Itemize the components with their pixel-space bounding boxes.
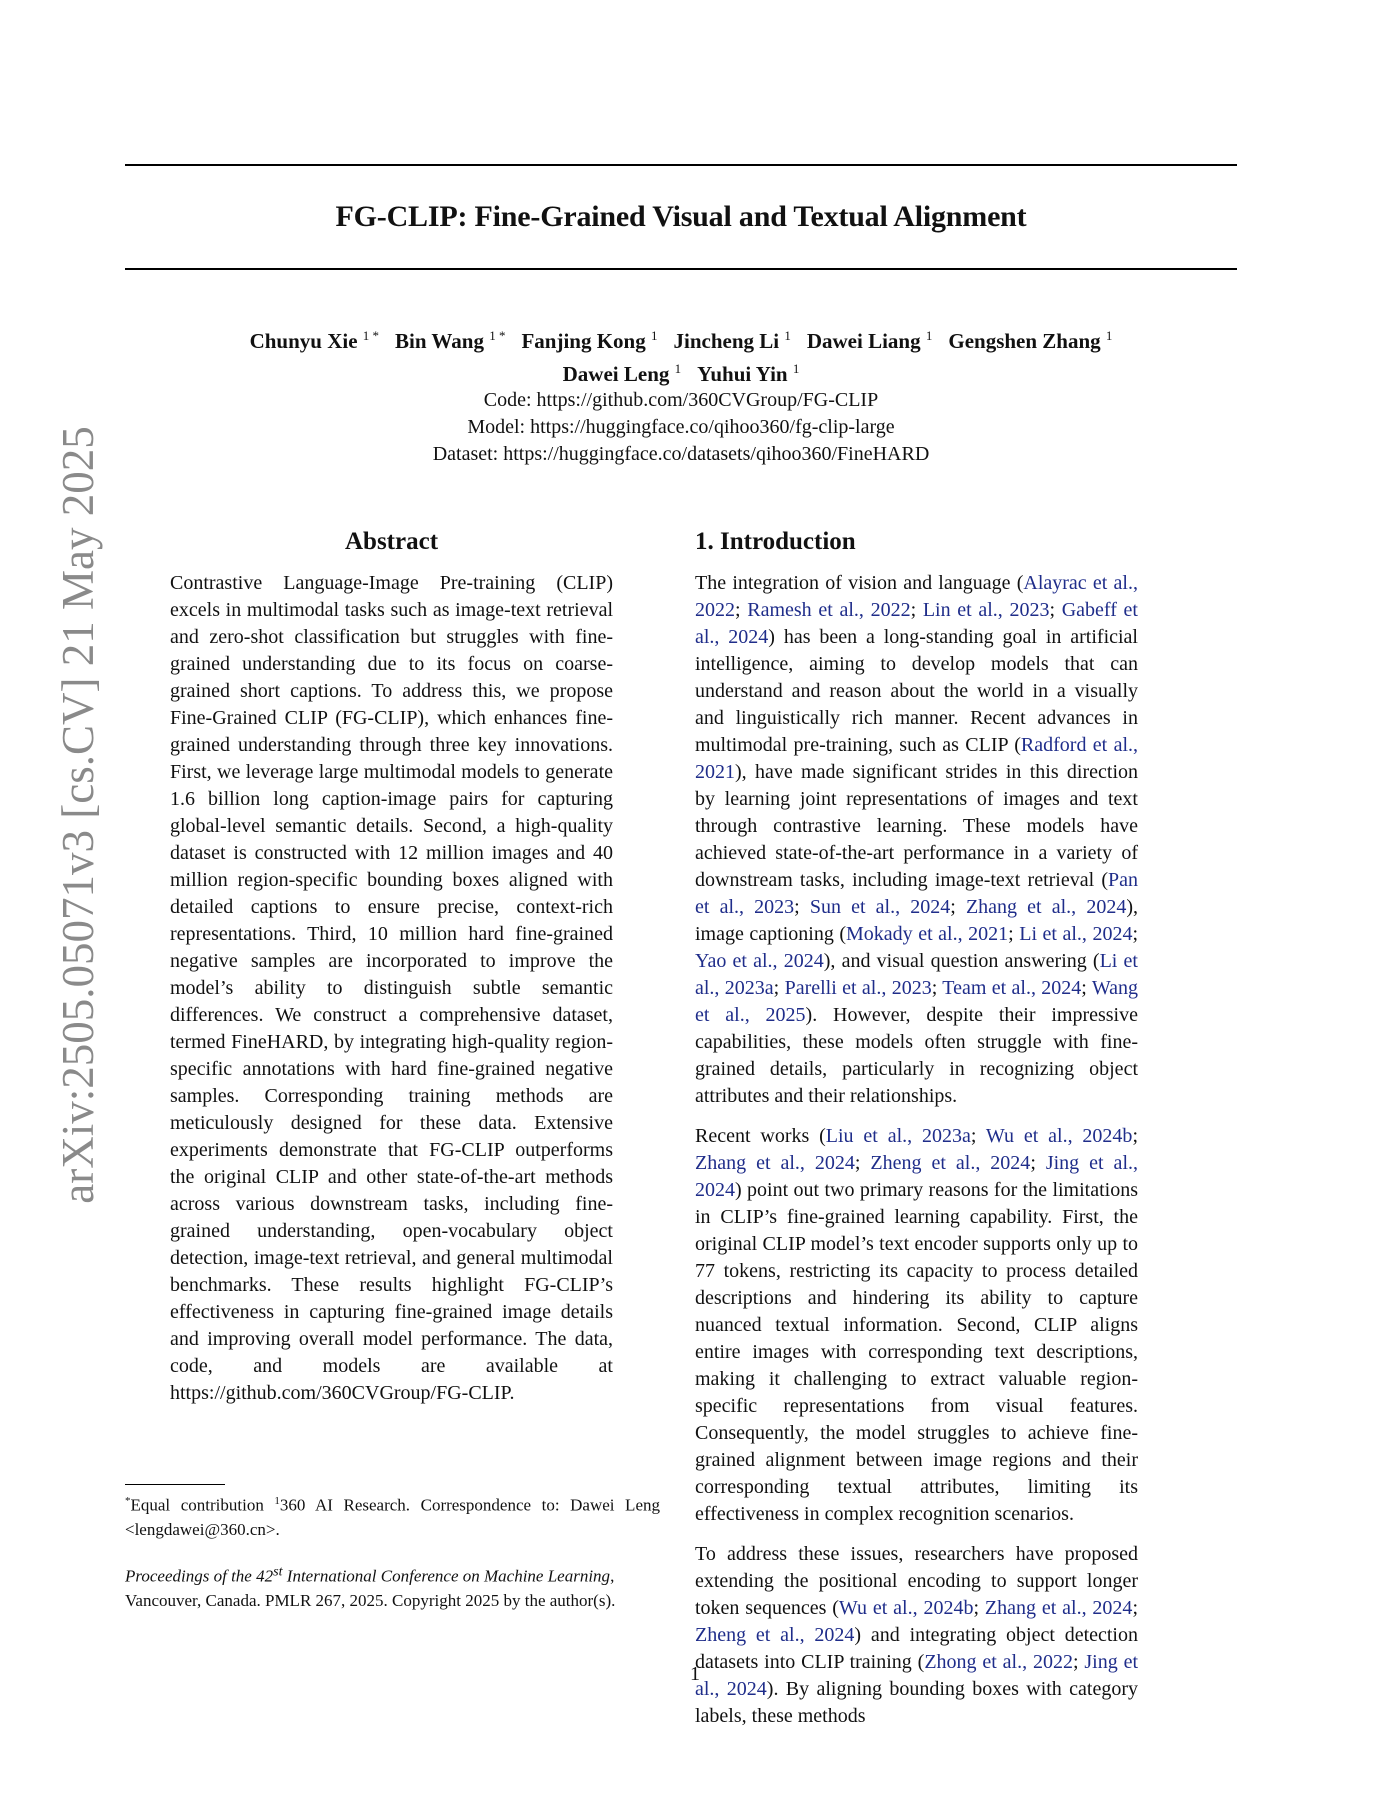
citation-link[interactable]: Zhang et al., 2024 [695, 1152, 855, 1174]
author-name: Bin Wang $^{1 *}$ [395, 328, 506, 353]
author-affiliation-mark: 1 [1105, 328, 1113, 343]
citation-link[interactable]: Jing et al., 2024 [695, 1651, 1139, 1700]
text-run: ; [1049, 599, 1062, 621]
code-link[interactable]: Code: https://github.com/360CVGroup/FG-CLIP [483, 389, 879, 411]
model-link[interactable]: Model: https://huggingface.co/qihoo360/fg-clip-large [467, 416, 895, 438]
proceedings-note [125, 1559, 660, 1613]
citation-link[interactable]: Zheng et al., 2024 [695, 1624, 855, 1646]
text-run: ; [1132, 1597, 1138, 1619]
footnote-correspondence: 360 AI Research. Correspondence to: Dawei Leng <lengdawei@360.cn>. [125, 1495, 660, 1539]
proceedings-details: , Vancouver, Canada. PMLR 267, 2025. Copyright 2025 by the author(s). [125, 1566, 616, 1610]
text-run: ), have made significant strides in this direction by learning joint representations of images and text through contrastive learning. These models have achieved state-of-the-art performance in a variety of downstream tasks, including image-text retrieval ( [695, 761, 1138, 891]
citation-link[interactable]: Yao et al., 2024 [695, 950, 824, 972]
proceedings-venue: International Conference on Machine Learning [282, 1566, 611, 1586]
resource-links [125, 387, 1237, 468]
text-run: ; [1132, 923, 1139, 945]
text-run: ; [773, 977, 785, 999]
left-column [170, 527, 613, 1407]
introduction-paragraph [695, 570, 1138, 1110]
text-run: ) point out two primary reasons for the limitations in CLIP’s fine-grained learning capability. First, the original CLIP model’s text encoder supports only up to 77 tokens, restricting its capacity to process detailed descriptions and hindering its ability to capture nuanced textual information. Second, CLIP aligns entire images with corresponding text descriptions, making it challenging to extract valuable region-specific representations from visual features. Consequently, the model struggles to achieve fine-grained alignment between image regions and their corresponding textual attributes, limiting its effectiveness in complex recognition scenarios. [695, 1179, 1138, 1525]
citation-link[interactable]: Zhong et al., 2022 [924, 1651, 1073, 1673]
title-top-rule [125, 164, 1237, 166]
text-run: ), image captioning ( [695, 896, 1138, 945]
text-run: ). By aligning bounding boxes with category labels, these methods [695, 1678, 1138, 1727]
abstract-heading: Abstract [344, 528, 439, 555]
citation-link[interactable]: Gabeff et al., 2024 [695, 599, 1138, 648]
footnote-rule [125, 1484, 225, 1485]
citation-link[interactable]: Team et al., 2024 [942, 977, 1082, 999]
author-name: Chunyu Xie $^{1 *}$ [249, 328, 380, 353]
text-run: ; [910, 599, 923, 621]
author-name: Gengshen Zhang $^1$ [948, 328, 1113, 353]
citation-link[interactable]: Mokady et al., 2021 [846, 923, 1009, 945]
author-affiliation-mark: 1 [925, 328, 933, 343]
author-affiliation-mark: 1 [650, 328, 658, 343]
footnote-mark: * [125, 1495, 131, 1507]
citation-link[interactable]: Parelli et al., 2023 [784, 977, 932, 999]
text-run: ; [854, 1152, 871, 1174]
introduction-body [695, 570, 1138, 1730]
author-list [125, 322, 1237, 388]
citation-link[interactable]: Zhang et al., 2024 [965, 896, 1127, 918]
proceedings-sup: st [273, 1563, 283, 1579]
proceedings-lead: Proceedings of the 42 [125, 1566, 274, 1586]
arxiv-identifier: arXiv:2505.05071v3 [cs.CV] 21 May 2025 [53, 426, 103, 1204]
introduction-paragraph [695, 1123, 1138, 1528]
introduction-paragraph [695, 1541, 1138, 1730]
author-affiliation-mark: 1 * [489, 328, 506, 343]
right-column [695, 527, 1138, 1730]
author-affiliation-mark: 1 [792, 361, 800, 376]
text-run: ) and integrating object detection datasets into CLIP training ( [695, 1624, 1138, 1673]
citation-link[interactable]: Liu et al., 2023a [825, 1125, 971, 1147]
text-run: To address these issues, researchers have proposed extending the positional encoding to support longer token sequences ( [695, 1543, 1138, 1619]
citation-link[interactable]: Sun et al., 2024 [809, 896, 951, 918]
text-run: ; [1030, 1152, 1046, 1174]
text-run: ; [973, 1597, 985, 1619]
citation-link[interactable]: Wu et al., 2024b [838, 1597, 974, 1619]
text-run: The integration of vision and language ( [695, 572, 1024, 594]
text-run: ; [1008, 923, 1020, 945]
citation-link[interactable]: Alayrac et al., 2022 [695, 572, 1138, 621]
text-run: ; [970, 1125, 986, 1147]
text-run: ; [1072, 1651, 1085, 1673]
title-bottom-rule [125, 268, 1237, 270]
citation-link[interactable]: Zheng et al., 2024 [870, 1152, 1031, 1174]
author-name: Jincheng Li $^1$ [673, 328, 791, 353]
text-run: Recent works ( [695, 1125, 826, 1147]
text-run: ), and visual question answering ( [823, 950, 1100, 972]
paper-title: FG-CLIP: Fine-Grained Visual and Textual Alignment [335, 200, 1027, 233]
dataset-link[interactable]: Dataset: https://huggingface.co/datasets/qihoo360/FineHARD [432, 443, 930, 465]
citation-link[interactable]: Zhang et al., 2024 [984, 1597, 1133, 1619]
citation-link[interactable]: Li et al., 2023a [695, 950, 1138, 999]
author-name: Dawei Leng $^1$ [562, 361, 682, 386]
footnote-equal-contribution: Equal contribution [130, 1495, 275, 1515]
text-run: ). However, despite their impressive capabilities, these models often struggle with fine-grained details, particularly in recognizing object attributes and their relationships. [695, 1004, 1138, 1107]
author-affiliation-mark: 1 [784, 328, 791, 343]
introduction-heading: 1. Introduction [695, 528, 856, 555]
abstract-text: Contrastive Language-Image Pre-training (CLIP) excels in multimodal tasks such as image-text retrieval and zero-shot classification but struggles with fine-grained understanding due to its focus on coarse-grained short captions. To address this, we propose Fine-Grained CLIP (FG-CLIP), which enhances fine-grained understanding through three key innovations. First, we leverage large multimodal models to generate 1.6 billion long caption-image pairs for capturing global-level semantic details. Second, a high-quality dataset is constructed with 12 million images and 40 million region-specific bounding boxes aligned with detailed captions to ensure precise, context-rich representations. Third, 10 million hard fine-grained negative samples are incorporated to improve the model’s ability to distinguish subtle semantic differences. We construct a comprehensive dataset, termed FineHARD, by integrating high-quality region-specific annotations with hard fine-grained negative samples. Corresponding training methods are meticulously designed for these data. Extensive experiments demonstrate that FG-CLIP outperforms the original CLIP and other state-of-the-art methods across various downstream tasks, including fine-grained understanding, open-vocabulary object detection, image-text retrieval, and general multimodal benchmarks. These results highlight FG-CLIP’s effectiveness in capturing fine-grained image details and improving overall model performance. The data, code, and models are available at https://github.com/360CVGroup/FG-CLIP. [170, 572, 613, 1404]
footnote [125, 1489, 660, 1542]
citation-link[interactable]: Jing et al., 2024 [695, 1152, 1138, 1201]
citation-link[interactable]: Pan et al., 2023 [695, 869, 1138, 918]
footnote-affiliation-mark: 1 [274, 1495, 280, 1507]
citation-link[interactable]: Wu et al., 2024b [985, 1125, 1133, 1147]
text-run: ; [735, 599, 748, 621]
text-run: ; [1081, 977, 1092, 999]
citation-link[interactable]: Radford et al., 2021 [695, 734, 1139, 783]
page-number: 1 [690, 1663, 700, 1685]
citation-link[interactable]: Ramesh et al., 2022 [747, 599, 911, 621]
text-run: ; [931, 977, 943, 999]
text-run: ) has been a long-standing goal in artificial intelligence, aiming to develop models that can understand and reason about the world in a visually and linguistically rich manner. Recent advances in multimodal pre-training, such as CLIP ( [695, 626, 1138, 756]
author-name: Dawei Liang $^1$ [806, 328, 933, 353]
citation-link[interactable]: Li et al., 2024 [1019, 923, 1133, 945]
text-run: ; [794, 896, 810, 918]
citation-link[interactable]: Wang et al., 2025 [695, 977, 1138, 1026]
author-affiliation-mark: 1 * [362, 328, 380, 343]
author-name: Fanjing Kong $^1$ [521, 328, 658, 353]
text-run: ; [950, 896, 966, 918]
author-name: Yuhui Yin $^1$ [697, 361, 800, 386]
text-run: ; [1132, 1125, 1138, 1147]
author-affiliation-mark: 1 [674, 361, 682, 376]
citation-link[interactable]: Lin et al., 2023 [922, 599, 1050, 621]
